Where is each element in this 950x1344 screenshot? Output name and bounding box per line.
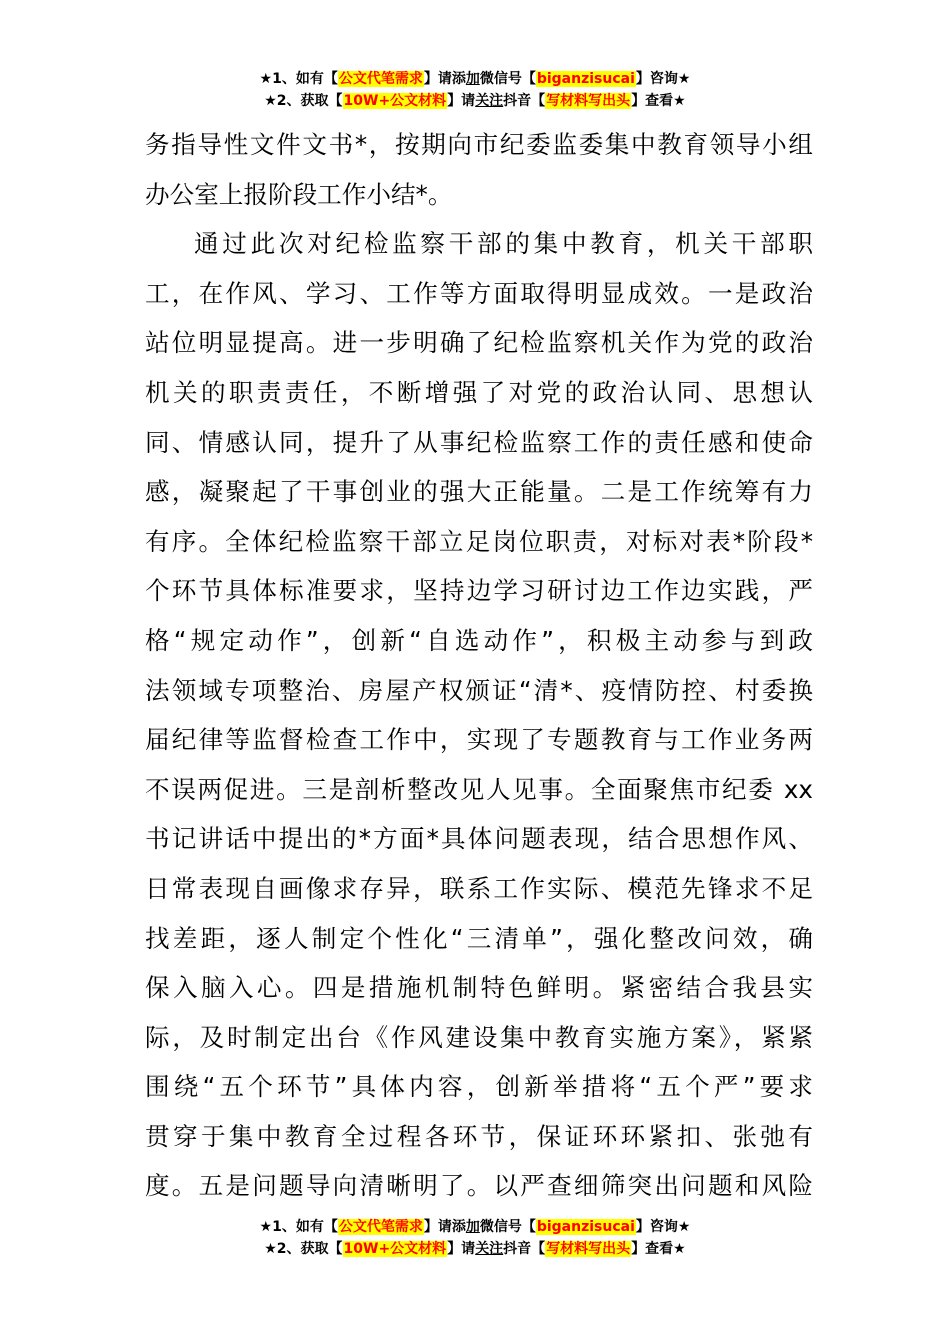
- banner-text: 】查看★: [631, 93, 686, 109]
- body-line: 际，及时制定出台《作风建设集中教育实施方案》，紧紧: [145, 1022, 813, 1052]
- banner-highlight: 10W+公文材料: [343, 93, 447, 109]
- body-line: 办公室上报阶段工作小结*。: [145, 179, 453, 209]
- banner-underlined-text: 加: [465, 1219, 480, 1235]
- body-line: 机关的职责责任，不断增强了对党的政治认同、思想认: [145, 377, 813, 407]
- banner-text: 抖音【: [503, 1241, 546, 1257]
- body-line: 度。五是问题导向清晰明了。以严查细筛突出问题和风险: [145, 1171, 813, 1201]
- banner-highlight: 写材料写出头: [546, 1241, 631, 1257]
- body-line: 站位明显提高。进一步明确了纪检监察机关作为党的政治: [145, 328, 813, 358]
- banner-highlight: biganzisucai: [536, 1219, 635, 1235]
- document-body: [145, 120, 813, 1211]
- body-line: 感，凝聚起了干事创业的强大正能量。二是工作统筹有力: [145, 477, 813, 507]
- header-banner-line-1: [0, 68, 950, 90]
- banner-text: 】咨询★: [635, 1219, 691, 1235]
- body-line: 工，在作风、学习、工作等方面取得明显成效。一是政治: [145, 278, 813, 308]
- header-banner: [0, 68, 950, 112]
- body-line: 书记讲话中提出的*方面*具体问题表现，结合思想作风、: [145, 824, 813, 854]
- banner-text: ★1、如有【: [259, 1219, 338, 1235]
- banner-highlight: 公文代笔需求: [338, 1219, 423, 1235]
- body-line: 围绕“五个环节”具体内容，创新举措将“五个严”要求: [145, 1072, 813, 1102]
- banner-text: 】请: [447, 93, 476, 109]
- banner-highlight: 10W+公文材料: [343, 1241, 447, 1257]
- banner-text: 】请添: [423, 1219, 466, 1235]
- body-line: 个环节具体标准要求，坚持边学习研讨边工作边实践，严: [145, 576, 813, 606]
- banner-highlight: biganzisucai: [536, 71, 635, 87]
- body-line: 找差距，逐人制定个性化“三清单”，强化整改问效，确: [145, 923, 813, 953]
- banner-underlined-text: 关注: [475, 93, 504, 109]
- banner-text: 】请: [447, 1241, 476, 1257]
- banner-text: ★1、如有【: [259, 71, 338, 87]
- footer-banner-line-2: [0, 1238, 950, 1260]
- banner-text: 】咨询★: [635, 71, 691, 87]
- footer-banner: [0, 1216, 950, 1260]
- body-line: 有序。全体纪检监察干部立足岗位职责，对标对表*阶段*: [145, 526, 813, 556]
- body-line: 保入脑入心。四是措施机制特色鲜明。紧密结合我县实: [145, 973, 813, 1003]
- body-line: 不误两促进。三是剖析整改见人见事。全面聚焦市纪委 xx: [145, 774, 813, 804]
- banner-text: 抖音【: [503, 93, 546, 109]
- banner-text: 微信号【: [479, 71, 536, 87]
- body-line: 务指导性文件文书*，按期向市纪委监委集中教育领导小组: [145, 130, 813, 159]
- body-line: 贯穿于集中教育全过程各环节，保证环环紧扣、张弛有: [145, 1121, 813, 1151]
- banner-highlight: 写材料写出头: [546, 93, 631, 109]
- banner-underlined-text: 加: [465, 71, 480, 87]
- body-line: 同、情感认同，提升了从事纪检监察工作的责任感和使命: [145, 427, 813, 457]
- banner-text: ★2、获取【: [264, 1241, 343, 1257]
- banner-text: 】查看★: [631, 1241, 686, 1257]
- banner-text: 】请添: [423, 71, 466, 87]
- banner-highlight: 公文代笔需求: [338, 71, 423, 87]
- banner-text: 微信号【: [479, 1219, 536, 1235]
- banner-underlined-text: 关注: [475, 1241, 504, 1257]
- body-line: 届纪律等监督检查工作中，实现了专题教育与工作业务两: [145, 725, 813, 755]
- footer-banner-line-1: [0, 1216, 950, 1238]
- banner-text: ★2、获取【: [264, 93, 343, 109]
- header-banner-line-2: [0, 90, 950, 112]
- paragraph-first-line: 通过此次对纪检监察干部的集中教育，机关干部职: [194, 229, 813, 259]
- body-line: 格“规定动作”，创新“自选动作”，积极主动参与到政: [145, 625, 813, 655]
- body-line: 日常表现自画像求存异，联系工作实际、模范先锋求不足: [145, 873, 813, 903]
- body-line: 法领域专项整治、房屋产权颁证“清*、疫情防控、村委换: [145, 675, 813, 705]
